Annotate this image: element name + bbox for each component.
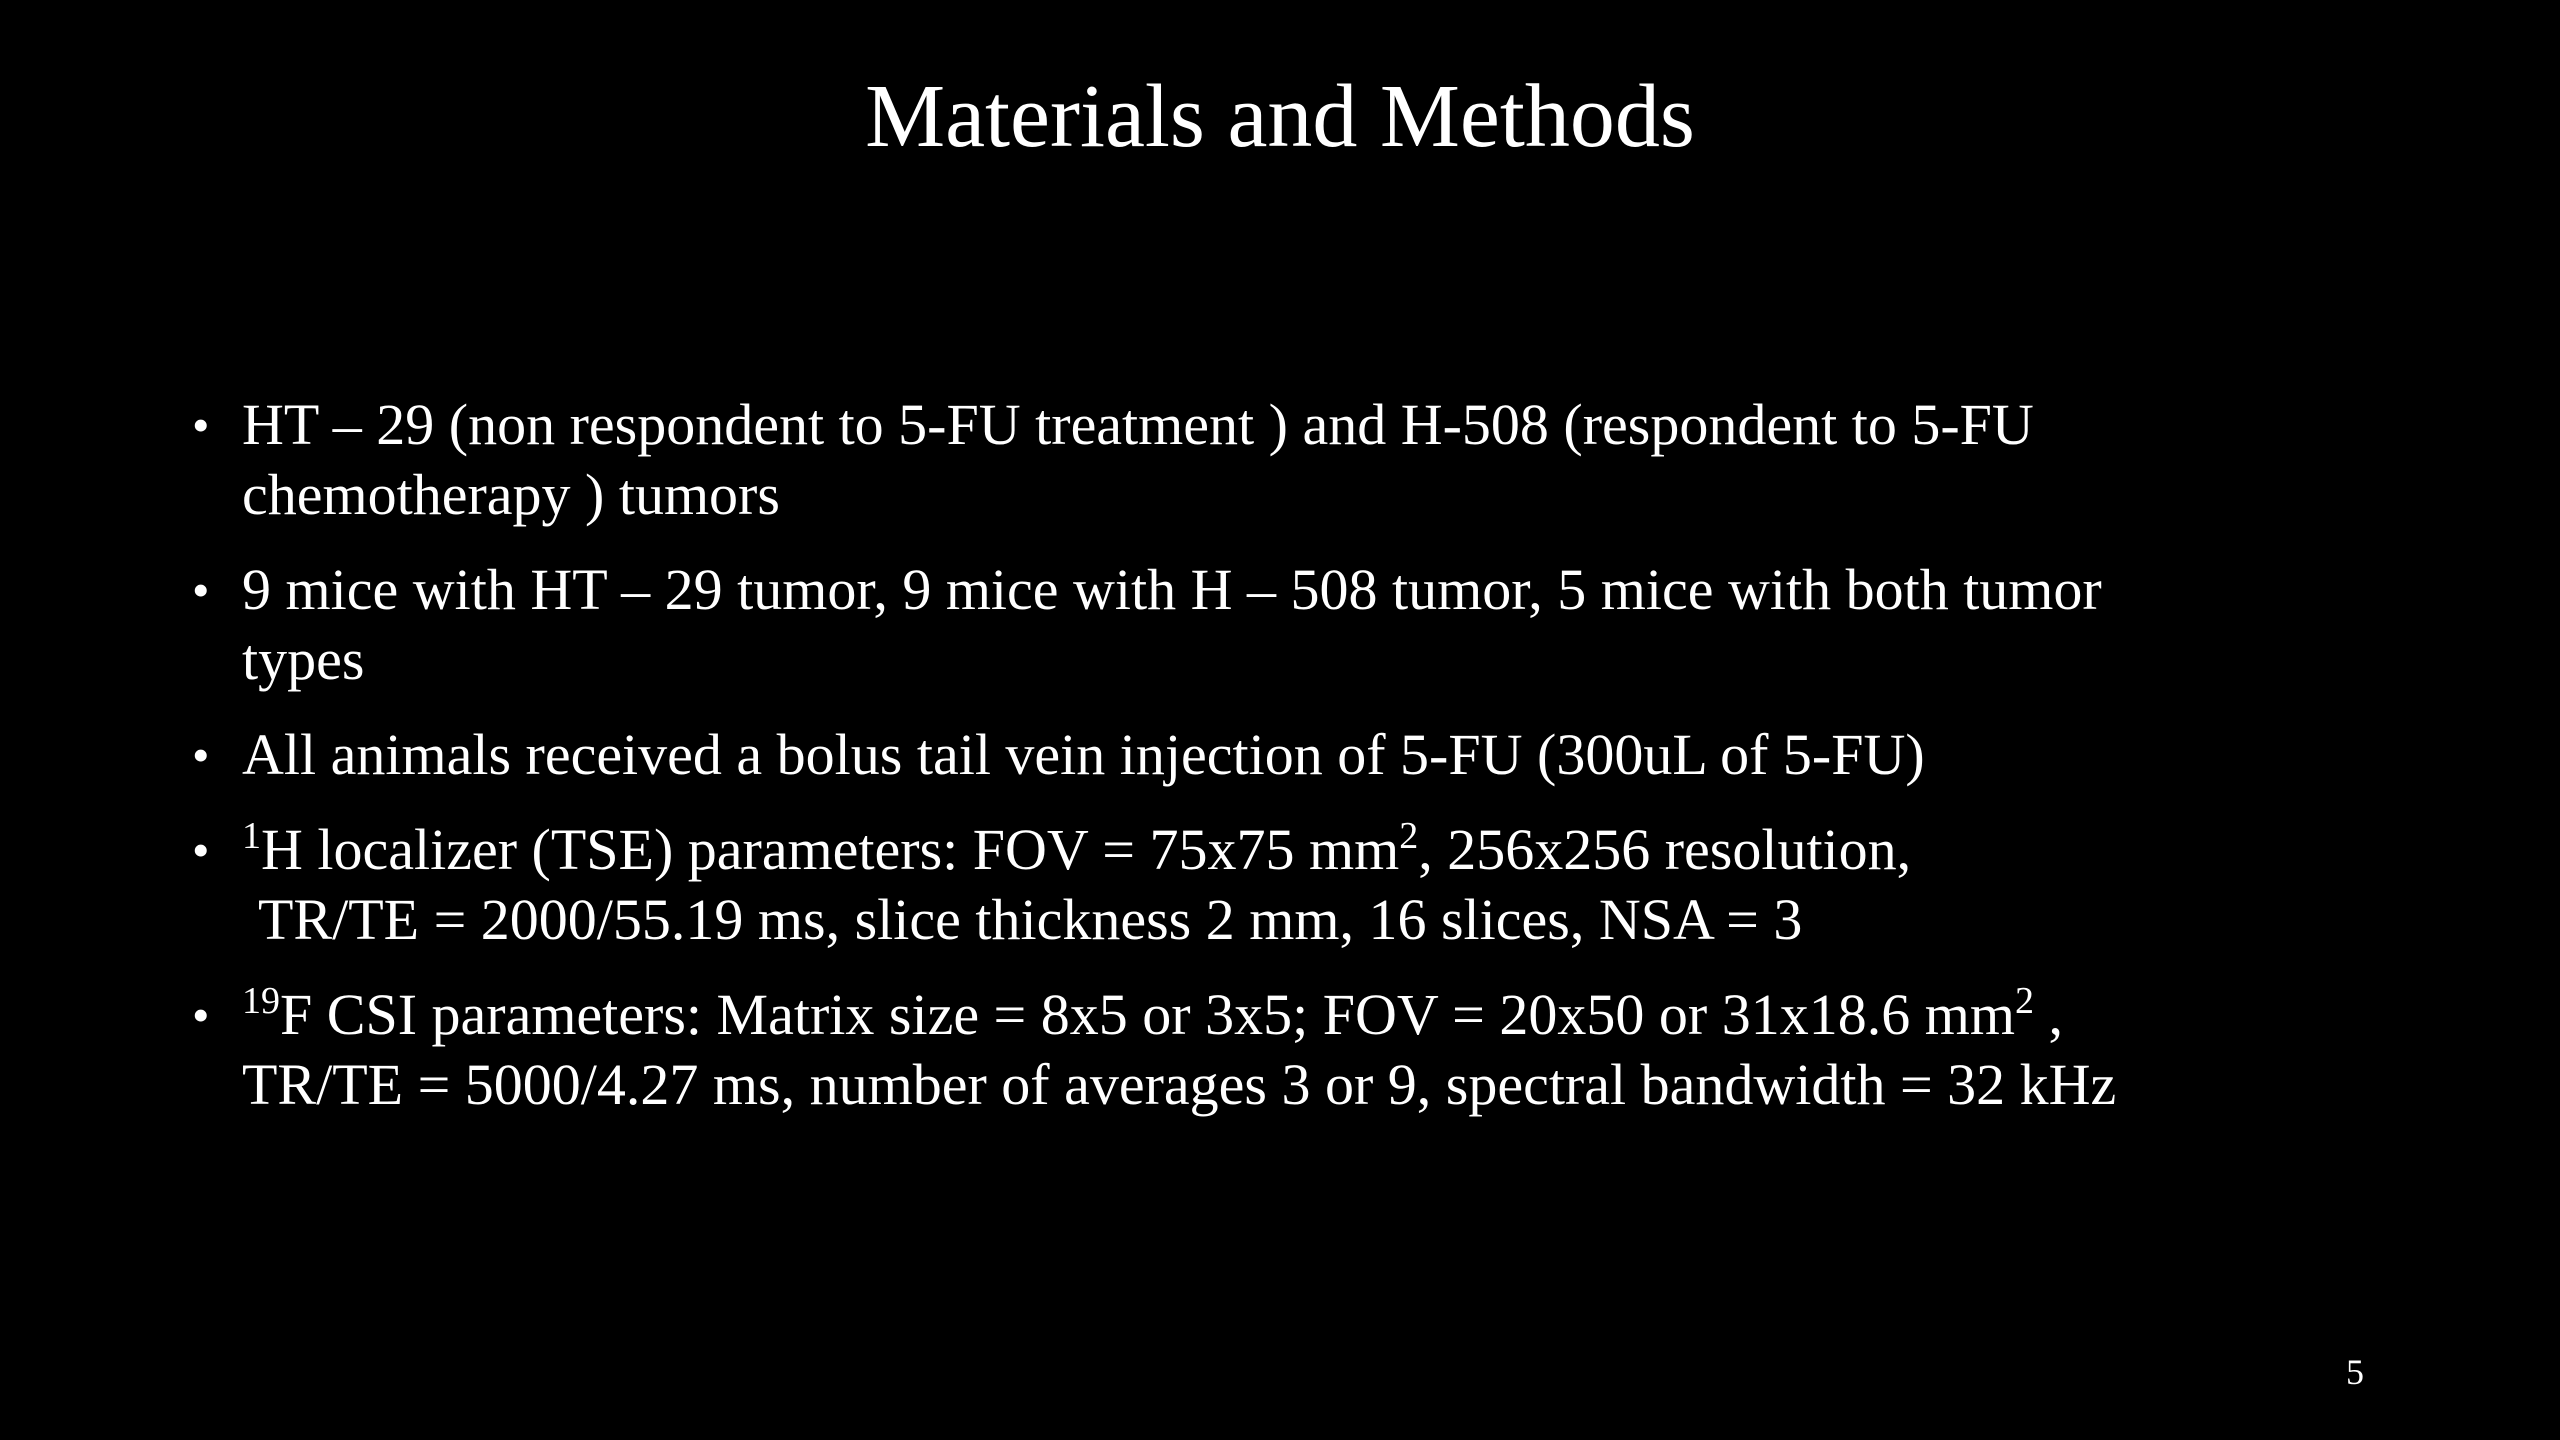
bullet-text: H localizer (TSE) parameters: FOV = 75x75 mm bbox=[261, 817, 1400, 882]
bullet-text-line: All animals received a bolus tail vein injection of 5-FU (300uL of 5-FU) bbox=[242, 722, 1925, 787]
bullet-item-injection bbox=[0, 720, 2560, 790]
bullet-item-csi-parameters bbox=[0, 980, 2560, 1120]
bullet-icon: • bbox=[192, 397, 210, 453]
bullet-text-line: types bbox=[242, 627, 365, 692]
bullet-icon: • bbox=[192, 727, 210, 783]
bullet-text: F CSI parameters: Matrix size = 8x5 or 3x5; FOV = 20x50 or 31x18.6 mm bbox=[280, 982, 2015, 1047]
page-number: 5 bbox=[2346, 1352, 2364, 1392]
superscript: 2 bbox=[1399, 815, 1419, 858]
bullet-text-line: TR/TE = 5000/4.27 ms, number of averages 3 or 9, spectral bandwidth = 32 kHz bbox=[242, 1052, 2117, 1117]
bullet-text-line bbox=[242, 815, 2410, 885]
bullet-text: , 256x256 resolution, bbox=[1418, 817, 1912, 882]
superscript: 19 bbox=[242, 980, 280, 1023]
bullet-text-line: 9 mice with HT – 29 tumor, 9 mice with H – 508 tumor, 5 mice with both tumor bbox=[242, 557, 2102, 622]
bullet-text-line: TR/TE = 2000/55.19 ms, slice thickness 2 mm, 16 slices, NSA = 3 bbox=[258, 887, 1803, 952]
bullet-icon: • bbox=[192, 987, 210, 1043]
bullet-list bbox=[0, 390, 2560, 1145]
bullet-icon: • bbox=[192, 562, 210, 618]
superscript: 1 bbox=[242, 815, 261, 858]
bullet-item-localizer-parameters bbox=[0, 815, 2560, 955]
bullet-item-mice bbox=[0, 555, 2560, 695]
bullet-icon: • bbox=[192, 822, 210, 878]
bullet-text: , bbox=[2033, 982, 2063, 1047]
bullet-item-cell-lines bbox=[0, 390, 2560, 530]
slide-title: Materials and Methods bbox=[865, 67, 1695, 166]
bullet-text-line: HT – 29 (non respondent to 5-FU treatment ) and H-508 (respondent to 5-FU bbox=[242, 392, 2034, 457]
bullet-text-line bbox=[242, 980, 2410, 1050]
bullet-text-line: chemotherapy ) tumors bbox=[242, 462, 780, 527]
superscript: 2 bbox=[2014, 980, 2034, 1023]
